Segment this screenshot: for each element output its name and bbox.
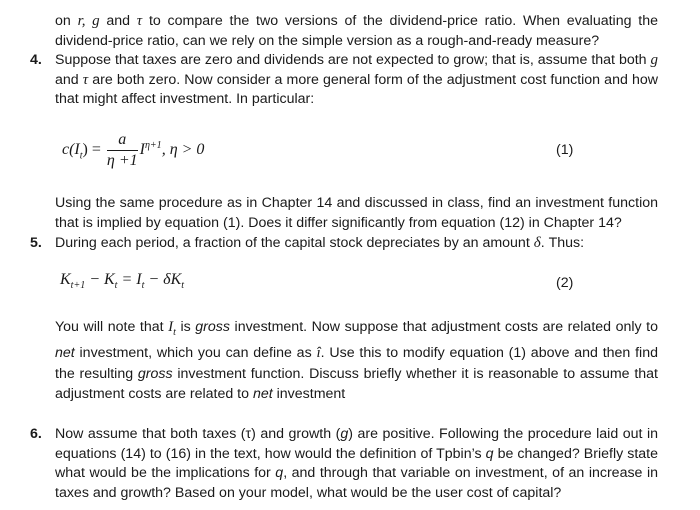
- eq1-equals: ) =: [82, 141, 101, 159]
- math-vars: r, g: [77, 13, 100, 29]
- emphasis-q: q: [275, 465, 284, 482]
- eq2-sub-t: t: [141, 280, 145, 292]
- text-span: on: [55, 13, 78, 29]
- emphasis-net: net: [252, 386, 273, 403]
- text-span: You will note that: [55, 319, 169, 335]
- question-5-number: 5.: [30, 235, 42, 251]
- question-4-number: 4.: [30, 52, 42, 68]
- eq1-I: I: [139, 141, 145, 159]
- eq1-lhs: c(I: [62, 141, 80, 159]
- emphasis-g: g: [340, 426, 349, 442]
- eq1-denominator: η +1: [106, 152, 138, 169]
- text-span: Suppose that taxes are zero and dividends are not expected to grow; that is, assume that both: [55, 52, 651, 68]
- text-span: be changed? Briefly state what would be the implications for: [55, 445, 658, 482]
- eq1-numerator: a: [107, 131, 138, 151]
- question-4-intro: [55, 51, 658, 110]
- question-6-number: 6.: [30, 426, 42, 442]
- text-span: to compare the two versions of the dividend-price ratio. When evaluating the dividend-price ratio, can we rely on the simple version as a rough-and-ready measure?: [55, 13, 658, 49]
- math-sub-t: t: [173, 326, 176, 338]
- paragraph-q3-continuation: [55, 12, 658, 51]
- question-6-text: [55, 425, 658, 503]
- text-span: and: [55, 71, 83, 88]
- question-5-task: [55, 317, 658, 405]
- eq1-subscript: t: [79, 150, 83, 162]
- text-span: investment function. Discuss briefly whether it is reasonable to assume that adjustment costs are related to: [55, 365, 658, 403]
- text-span: is: [175, 319, 196, 335]
- eq2-equals-I: = I: [117, 271, 142, 288]
- emphasis-gross: gross: [195, 319, 230, 335]
- emphasis-q: q: [485, 445, 494, 462]
- eq2-minus-K: − K: [85, 271, 115, 288]
- emphasis-net: net: [55, 345, 75, 362]
- math-tau: τ: [82, 71, 89, 88]
- question-4-task: Using the same procedure as in Chapter 14 and discussed in class, find an investment function that is implied by equation (1). Does it differ significantly from equation (12) in Chapter 14?: [55, 195, 658, 231]
- text-span: Now assume that both taxes (τ) and growth (: [55, 426, 341, 442]
- text-span: , and through that variable on investment, of an increase in taxes and growth? Based on your model, what would be the user cost of capital?: [55, 465, 658, 501]
- math-i-hat: î: [316, 345, 321, 362]
- eq2-sub-t1: t+1: [70, 280, 86, 292]
- text-span: investment: [272, 386, 346, 403]
- eq2-depreciation: − δK: [144, 271, 182, 288]
- text-span: investment. Now suppose that adjustment costs are related only to: [229, 319, 659, 335]
- equation-2: [60, 271, 184, 291]
- text-span: are both zero. Now consider a more general form of the adjustment cost function and how that might affect investment. In particular:: [55, 71, 658, 108]
- equation-1-label: (1): [556, 142, 574, 158]
- eq1-condition: , η > 0: [161, 141, 205, 159]
- text-span: . Thus:: [540, 235, 585, 251]
- emphasis-gross: gross: [137, 365, 173, 382]
- eq2-sub-t: t: [181, 280, 185, 292]
- eq1-fraction: [107, 131, 138, 170]
- eq1-exponent: η+1: [144, 139, 162, 151]
- question-5-intro: [55, 234, 658, 254]
- eq2-sub-t: t: [114, 280, 118, 292]
- text-span: investment, which you can define as: [74, 345, 317, 362]
- equation-1: [62, 131, 204, 170]
- math-g: g: [650, 52, 658, 68]
- text-span: . Use this to modify equation (1) above and then find the resulting: [55, 345, 658, 382]
- math-I: I: [168, 319, 174, 335]
- equation-2-label: (2): [556, 275, 574, 291]
- text-span: During each period, a fraction of the capital stock depreciates by an amount: [55, 235, 534, 251]
- math-delta: δ: [533, 235, 541, 251]
- text-span: and: [99, 13, 137, 29]
- text-span: ) are positive. Following the procedure laid out in equations (14) to (16) in the text, how would the definition of Tpbin’s: [55, 426, 658, 462]
- math-tau: τ: [136, 13, 143, 29]
- eq2-K: K: [60, 271, 71, 288]
